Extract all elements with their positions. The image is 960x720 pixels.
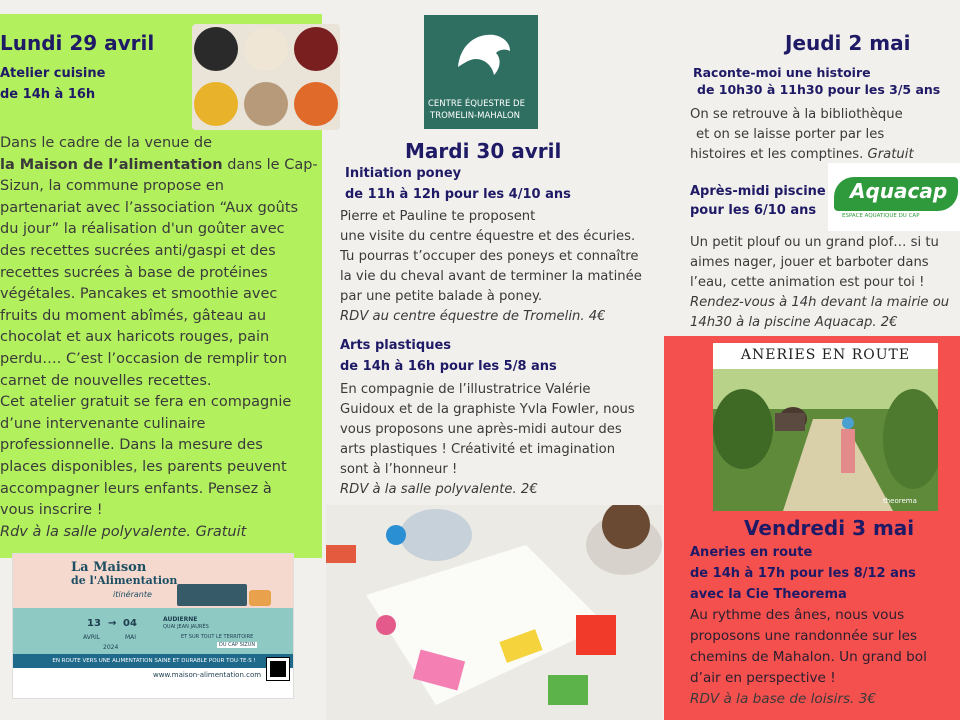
centre-equestre-logo [424, 15, 538, 129]
friday-title: Vendredi 3 mai [744, 516, 915, 540]
tuesday-text-2 [340, 380, 662, 500]
equestre-logo-text-1: CENTRE ÉQUESTRE DE [428, 99, 525, 109]
friday-text-line: d’air en perspective ! [690, 670, 836, 686]
tuesday-time-2: de 14h à 16h pour les 5/8 ans [340, 359, 557, 374]
thursday-text-2-line: l’eau, cette animation est pour toi ! [690, 275, 925, 290]
tuesday-note-1: RDV au centre équestre de Tromelin. 4€ [340, 309, 606, 324]
tuesday-text-2-line: En compagnie de l’illustratrice Valérie [340, 382, 591, 397]
monday-description-line: fruits du moment abîmés, gâteau au [0, 307, 267, 324]
poster-banner: EN ROUTE VERS UNE ALIMENTATION SAINE ET DURABLE POUR TOU·TE·S ! [13, 654, 294, 668]
poster-brand-1: La Maison [71, 560, 147, 575]
thursday-text-2-line: aimes nager, jouer et barboter dans [690, 255, 929, 270]
thursday-text-1 [690, 105, 960, 165]
poster-date-from: 13 [87, 618, 101, 629]
thursday-note-2b: 14h30 à la piscine Aquacap. 2€ [690, 315, 898, 330]
aquacap-logo [828, 163, 960, 231]
monday-description-line: perdu…. C’est l’occasion de remplir ton [0, 350, 288, 367]
aquacap-subtitle: ESPACE AQUATIQUE DU CAP [842, 213, 920, 219]
tuesday-text-2-line: Guidoux et de la graphiste Yvla Fowler, nous [340, 402, 635, 417]
maison-alimentation-poster [12, 553, 294, 699]
monday-description-line [0, 155, 318, 177]
monday-description-line: carnet de nouvelles recettes. [0, 372, 212, 389]
thursday-text-1-line-3: histoires et les comptines. [690, 147, 864, 162]
monday-description-line: Cet atelier gratuit se fera en compagnie [0, 394, 292, 411]
monday-description-line: des recettes sucrées anti/gaspi et des [0, 242, 276, 259]
thursday-text-1-line [690, 145, 960, 165]
legumes-photo [192, 24, 340, 130]
poster-brand-2: de l'Alimentation [71, 574, 178, 587]
monday-description-line: recettes sucrées à base de protéines [0, 264, 268, 281]
monday-description-line: places disponibles, les parents peuvent [0, 458, 287, 475]
monday-description-line: du jour” la réalisation d'un goûter avec [0, 221, 285, 238]
poster-url: www.maison-alimentation.com [153, 671, 262, 679]
equestre-logo-text-2: TROMELIN-MAHALON [430, 111, 520, 121]
friday-text-line: chemins de Mahalon. Un grand bol [690, 649, 927, 665]
monday-description-line: professionnelle. Dans la mesure des [0, 437, 263, 454]
tuesday-text-2-line: sont à l’honneur ! [340, 462, 458, 477]
monday-title: Lundi 29 avril [0, 31, 155, 55]
maison-alimentation-emphasis: la Maison de l’alimentation [0, 156, 223, 173]
tuesday-text-1-line: la vie du cheval avant de terminer la matinée [340, 269, 642, 284]
tuesday-text-1-line: Tu pourras t’occuper des poneys et connaître [340, 249, 639, 264]
tuesday-text-1-line: une visite du centre équestre et des écuries. [340, 229, 636, 244]
friday-time: de 14h à 17h pour les 8/12 ans [690, 566, 916, 581]
poster-month-to: MAI [125, 634, 137, 641]
tuesday-text-2-line: vous proposons une après-midi autour des [340, 422, 622, 437]
friday-text [690, 605, 960, 710]
tuesday-activity-2: Arts plastiques [340, 338, 452, 353]
thursday-text-1-line: On se retrouve à la bibliothèque [690, 107, 903, 122]
monday-time: de 14h à 16h [0, 87, 96, 102]
friday-text-line: proposons une randonnée sur les [690, 628, 918, 644]
tuesday-time-1: de 11h à 12h pour les 4/10 ans [345, 187, 571, 202]
poster-month-from: AVRIL [83, 634, 101, 641]
friday-text-line: Au rythme des ânes, nous vous [690, 607, 905, 623]
monday-description-line-rest: dans le Cap- [222, 156, 318, 173]
poster-city: AUDIERNE [163, 616, 198, 623]
friday-org: avec la Cie Theorema [690, 587, 847, 602]
monday-note: Rdv à la salle polyvalente. Gratuit [0, 523, 247, 540]
monday-description-line: vous inscrire ! [0, 502, 103, 519]
poster-date-to: 04 [123, 618, 137, 629]
arts-plastiques-photo [326, 505, 662, 720]
thursday-time-1: de 10h30 à 11h30 pour les 3/5 ans [697, 82, 941, 97]
tuesday-text-1-line: Pierre et Pauline te proposent [340, 209, 536, 224]
poster-year: 2024 [103, 644, 119, 651]
food-truck [177, 584, 247, 606]
monday-description-line: Dans le cadre de la venue de [0, 135, 212, 151]
friday-note: RDV à la base de loisirs. 3€ [690, 691, 876, 707]
monday-description-line: accompagner leurs enfants. Pensez à [0, 480, 272, 497]
aquacap-name: Aquacap [850, 179, 948, 203]
horse-head-icon [424, 15, 538, 85]
monday-description [0, 133, 318, 543]
poster-territory-2: DU CAP SIZUN [219, 642, 256, 648]
thursday-activity-2: Après-midi piscine [690, 184, 826, 199]
van [249, 590, 271, 606]
thursday-time-2: pour les 6/10 ans [690, 203, 817, 218]
tuesday-text-1-line: par une petite balade à poney. [340, 289, 543, 304]
aneries-photo [713, 343, 938, 511]
aneries-caption: ANERIES EN ROUTE [740, 347, 911, 363]
aneries-credit: theorema [883, 497, 917, 505]
thursday-activity-1: Raconte-moi une histoire [693, 65, 871, 80]
tuesday-note-2: RDV à la salle polyvalente. 2€ [340, 482, 538, 497]
poster-territory: ET SUR TOUT LE TERRITOIRE [181, 634, 254, 640]
tuesday-text-1 [340, 207, 662, 327]
monday-description-line: partenariat avec l’association “Aux goûts [0, 199, 299, 216]
monday-description-line: végétales. Pancakes et smoothie avec [0, 286, 278, 303]
monday-description-line: Sizun, la commune propose en [0, 178, 224, 195]
thursday-text-1-line: et on se laisse porter par les [696, 127, 885, 142]
poster-brand-3: itinérante [113, 590, 152, 599]
tuesday-title: Mardi 30 avril [405, 139, 562, 163]
thursday-text-2 [690, 233, 960, 333]
poster-arrow: → [108, 618, 117, 629]
thursday-text-2-line: Un petit plouf ou un grand plof… si tu [690, 235, 939, 250]
thursday-free: Gratuit [867, 147, 914, 162]
tuesday-activity-1: Initiation poney [345, 166, 462, 181]
friday-activity: Aneries en route [690, 545, 813, 560]
monday-activity: Atelier cuisine [0, 66, 106, 81]
thursday-note-2a: Rendez-vous à 14h devant la mairie ou [690, 295, 950, 310]
qr-code [267, 658, 289, 680]
monday-description-line: d’une intervenante culinaire [0, 415, 206, 432]
thursday-title: Jeudi 2 mai [785, 31, 911, 55]
tuesday-text-2-line: arts plastiques ! Créativité et imagination [340, 442, 616, 457]
poster-place: QUAI JEAN JAURÈS [163, 624, 209, 630]
monday-description-line: chocolat et aux haricots rouges, pain [0, 329, 270, 346]
